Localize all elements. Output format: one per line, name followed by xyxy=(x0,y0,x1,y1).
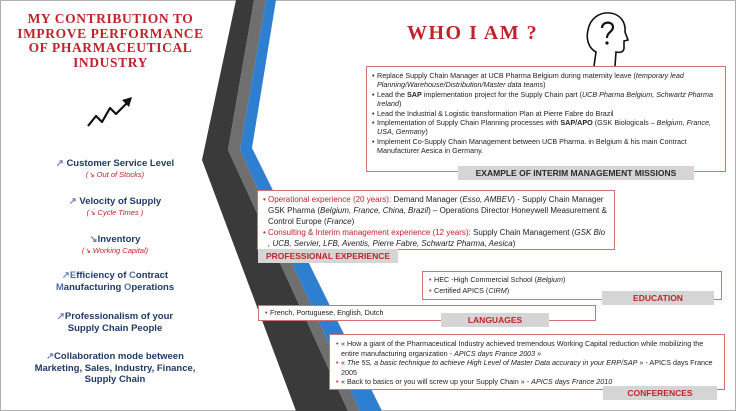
conferences-box xyxy=(329,334,725,390)
who-i-am-title: WHO I AM ? xyxy=(407,22,539,44)
text: ) - Supply Chain Manager GSK Pharma ( xyxy=(268,195,604,215)
kpi-initial: O xyxy=(123,281,132,293)
text: Replace Supply Chain Manager at UCB Pharma Belgium during maternity leave ( xyxy=(377,71,636,80)
list-item xyxy=(429,274,715,285)
text: (GSK Biologicals – xyxy=(592,118,657,128)
kpi-title: Inventory xyxy=(97,234,141,245)
kpi-title: anufacturing xyxy=(63,281,124,293)
text: CIRM xyxy=(488,286,507,295)
text: Belgium, France, USA, Germany xyxy=(377,118,711,137)
kpi-velocity xyxy=(20,196,210,218)
text: ) xyxy=(425,127,428,137)
list-item xyxy=(372,71,720,90)
kpi-efficiency xyxy=(20,270,210,293)
left-title-line: IMPROVE PERFORMANCE xyxy=(17,25,204,41)
text: GSK Bio , UCB, Servier, LFB, Aventis, Pierre Fabre, Schwartz Pharma, Aesica xyxy=(268,228,606,248)
left-title xyxy=(8,12,213,70)
up-arrow-icon: ↗ xyxy=(68,196,77,207)
kpi-title: Supply Chain xyxy=(84,374,146,385)
up-arrow-icon: ↗ xyxy=(56,311,65,322)
text: temporary lead Planning/Warehouse/Distribution/Master data teams xyxy=(377,71,684,90)
kpi-title: perations xyxy=(131,281,175,293)
kpi-initial: M xyxy=(55,281,64,293)
languages-label: LANGUAGES xyxy=(441,313,549,327)
text: » - APICS days France 2005 xyxy=(341,358,713,377)
text: Belgium, France, China, Brazil xyxy=(320,206,429,215)
text: Certified APICS ( xyxy=(434,286,489,295)
list-item xyxy=(372,109,720,118)
up-arrow-icon: ↗ xyxy=(61,270,70,281)
text: Demand Manager ( xyxy=(391,195,463,204)
text: UCB Pharma Belgium, Schwartz Pharma Ireland xyxy=(377,89,713,109)
conferences-label: CONFERENCES xyxy=(603,386,717,400)
left-title-line: MY CONTRIBUTION TO xyxy=(27,11,194,26)
kpi-title: Collaboration mode between xyxy=(54,351,184,362)
education-label: EDUCATION xyxy=(602,291,714,305)
text: Consulting & Interim management experience (12 years): xyxy=(268,228,471,237)
kpi-inventory xyxy=(20,234,210,256)
text: Implementation of Supply Chain Planning processes with xyxy=(377,118,561,128)
text: Lead the xyxy=(377,89,407,99)
text: Supply Chain Management ( xyxy=(470,228,575,237)
text: ) xyxy=(512,239,516,248)
kpi-title: Customer Service Level xyxy=(66,158,175,169)
text: APICS days France 2003 » xyxy=(454,348,542,358)
text: implementation project for the Supply Chain part ( xyxy=(421,89,582,99)
text: ) xyxy=(563,275,566,284)
list-item xyxy=(336,358,718,377)
up-arrow-icon: ↗ xyxy=(55,158,64,169)
text: « How a giant of the Pharmaceutical Industry achieved tremendous Working Capital reduction while mobilizing the entire manufacturing organization - xyxy=(341,339,704,358)
interim-label: EXAMPLE OF INTERIM MANAGEMENT MISSIONS xyxy=(458,166,694,180)
kpi-sub: (↘ Working Capital) xyxy=(81,245,149,255)
kpi-title: Marketing, Sales, Industry, Finance, xyxy=(34,362,196,374)
text: APICS days France 2010 xyxy=(531,377,613,386)
text: « Back to basics or you will screw up your Supply Chain » - xyxy=(341,377,532,386)
kpi-sub: (↘ Out of Stocks) xyxy=(85,169,145,179)
text: SAP/APO xyxy=(560,118,593,128)
kpi-title: Supply Chain People xyxy=(67,322,163,334)
kpi-initial: E xyxy=(69,270,77,281)
interim-missions-box xyxy=(366,66,726,172)
text: SAP xyxy=(406,89,422,99)
down-arrow-icon: ↘ xyxy=(89,234,98,245)
list-item xyxy=(263,227,609,249)
list-item xyxy=(372,118,720,137)
kpi-customer-service xyxy=(20,158,210,180)
kpi-professionalism xyxy=(20,311,210,334)
kpi-title: fficiency of xyxy=(76,270,130,281)
text: The 5S, a basic technique to achieve High Level of Master Data accuracy in your ERP/SAP xyxy=(347,358,638,367)
text: « xyxy=(341,358,347,367)
left-title-line: OF PHARMACEUTICAL xyxy=(28,40,193,55)
kpi-title: ontract xyxy=(135,270,169,281)
kpi-title: Professionalism of your xyxy=(64,311,174,322)
list-item xyxy=(336,339,718,358)
kpi-collaboration xyxy=(20,351,210,386)
left-title-line: INDUSTRY xyxy=(73,54,148,70)
kpi-sub: (↘ Cycle Times ) xyxy=(86,207,144,217)
text: HEC -High Commercial School ( xyxy=(434,275,538,284)
text: Belgium xyxy=(537,275,564,284)
thinking-head-icon xyxy=(580,8,630,68)
text: Esso, AMBEV xyxy=(462,195,513,204)
text: Operational experience (20 years): xyxy=(268,195,392,204)
list-item xyxy=(372,137,720,156)
professional-experience-box xyxy=(257,190,615,250)
professional-label: PROFESSIONAL EXPERIENCE xyxy=(258,249,398,263)
up-arrow-icon: ↗ xyxy=(46,351,55,362)
text: France xyxy=(326,217,352,226)
text: French, Portuguese, English, Dutch xyxy=(270,308,384,317)
text: ) xyxy=(506,286,510,295)
text: ) xyxy=(351,217,355,226)
rising-arrow-icon xyxy=(86,94,136,130)
kpi-initial: C xyxy=(129,270,136,281)
text: Lead the Industrial & Logistic transformation Plan at Pierre Fabre do Brazil xyxy=(377,108,614,118)
kpi-title: Velocity of Supply xyxy=(79,196,162,207)
text: ) – Operations Director Honeywell Measurement & Control Europe ( xyxy=(268,206,607,226)
text: ) xyxy=(398,99,402,109)
list-item xyxy=(263,194,609,227)
text: ) xyxy=(543,80,546,90)
text: Implement Co-Supply Chain Management between UCB Pharma. in Belgium & his main Contract Manufacturer Aesica in Germany. xyxy=(377,136,687,156)
list-item xyxy=(372,90,720,109)
